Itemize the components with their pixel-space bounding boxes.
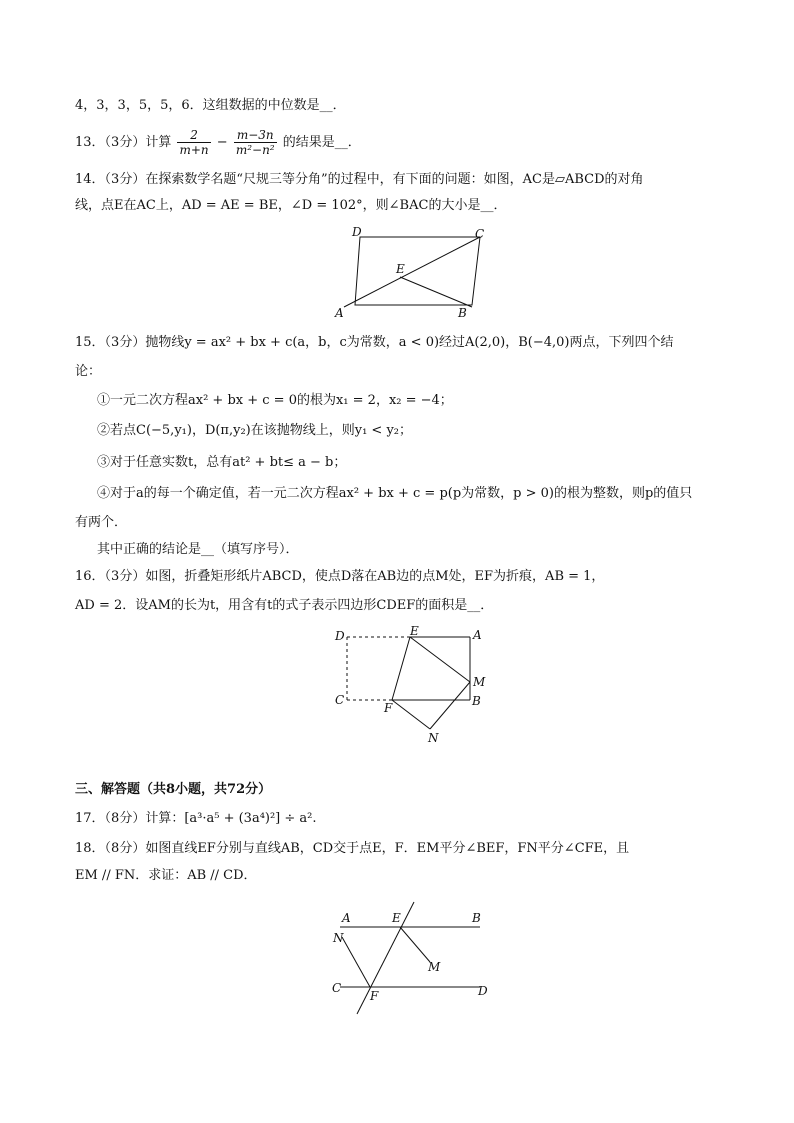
ray-fn — [342, 937, 370, 987]
label-c: C — [335, 693, 345, 707]
q17-text: 17．（8分）计算：[a³·a⁵ + (3a⁴)²] ÷ a². — [75, 811, 317, 826]
line-ef — [357, 902, 414, 1014]
label-e: E — [392, 911, 401, 925]
q18-line2: EM // FN．求证：AB // CD． — [75, 868, 257, 883]
q18-parallel-lines-figure — [330, 900, 500, 1020]
ray-em — [400, 927, 430, 962]
label-d: D — [478, 984, 488, 998]
label-d: D — [352, 225, 362, 239]
folded-edge-em — [410, 637, 470, 682]
q15-line1: 15．（3分）抛物线y = ax² + bx + c(a，b，c为常数，a < 0)经过A(2,0)，B(−4,0)两点，下列四个结 — [75, 335, 674, 350]
q13-frac1-denominator: m+n — [179, 143, 209, 157]
q13-prefix: 13．（3分）计算 — [75, 135, 172, 150]
label-a: A — [342, 911, 351, 925]
q14-line1: 14．（3分）在探索数学名题“尺规三等分角”的过程中，有下面的问题：如图，AC是▱ABCD的对角 — [75, 172, 644, 187]
q15-option-4b: 有两个． — [75, 515, 128, 530]
label-m: M — [428, 960, 441, 974]
segment-eb — [400, 277, 472, 307]
q15-option-2: ②若点C(−5,y₁)，D(π,y₂)在该抛物线上，则y₁ < y₂； — [97, 423, 413, 438]
q13-frac1-numerator: 2 — [177, 128, 210, 143]
label-b: B — [472, 911, 481, 925]
label-f: F — [370, 989, 379, 1003]
q13-frac2-numerator: m−3n — [234, 128, 277, 143]
label-c: C — [475, 227, 485, 241]
q18-line1: 18．（8分）如图直线EF分别与直线AB，CD交于点E，F．EM平分∠BEF，FN平分∠CFE，且 — [75, 841, 630, 856]
q15-answer-prompt: 其中正确的结论是__（填写序号）． — [97, 542, 299, 557]
q13-fraction-2 — [234, 128, 277, 157]
label-f: F — [384, 701, 393, 715]
q16-line2: AD = 2．设AM的长为t，用含有t的式子表示四边形CDEF的面积是__． — [75, 598, 494, 613]
q16-line1: 16．（3分）如图，折叠矩形纸片ABCD，使点D落在AB边的点M处，EF为折痕，AB = 1， — [75, 569, 605, 584]
label-n: N — [428, 731, 439, 745]
q15-option-4a: ④对于a的每一个确定值，若一元二次方程ax² + bx + c = p(p为常数，p > 0)的根为整数，则p的值只 — [97, 486, 693, 501]
label-c: C — [332, 981, 342, 995]
label-a: A — [335, 306, 344, 320]
label-b: B — [458, 306, 467, 320]
q13-line — [75, 128, 361, 157]
q15-option-1: ①一元二次方程ax² + bx + c = 0的根为x₁ = 2，x₂ = −4； — [97, 393, 453, 408]
q12-tail-text: 4，3，3，5，5，6．这组数据的中位数是__． — [75, 98, 346, 113]
q14-parallelogram-figure — [330, 225, 500, 320]
q15-option-3: ③对于任意实数t，总有at² + bt≤ a − b； — [97, 455, 347, 470]
q13-frac2-denominator: m²−n² — [235, 143, 275, 157]
q13-suffix: 的结果是__． — [282, 135, 361, 150]
crease-ef — [392, 637, 410, 700]
folded-edge-mn — [430, 682, 470, 729]
section-3-heading: 三、解答题（共8小题，共72分） — [75, 782, 272, 797]
q15-line2: 论： — [75, 364, 102, 379]
label-e: E — [410, 624, 419, 638]
q13-fraction-1 — [177, 128, 210, 157]
diagonal-ac — [344, 237, 480, 307]
label-b: B — [472, 694, 481, 708]
label-n: N — [333, 931, 344, 945]
label-a: A — [473, 628, 482, 642]
label-e: E — [396, 262, 405, 276]
q13-minus: − — [216, 135, 228, 150]
folded-edge-nf — [392, 700, 430, 729]
label-d: D — [335, 629, 345, 643]
q14-line2: 线，点E在AC上，AD = AE = BE，∠D = 102°，则∠BAC的大小是__． — [75, 198, 507, 213]
q16-folded-rectangle-figure — [330, 625, 490, 745]
label-m: M — [473, 675, 486, 689]
